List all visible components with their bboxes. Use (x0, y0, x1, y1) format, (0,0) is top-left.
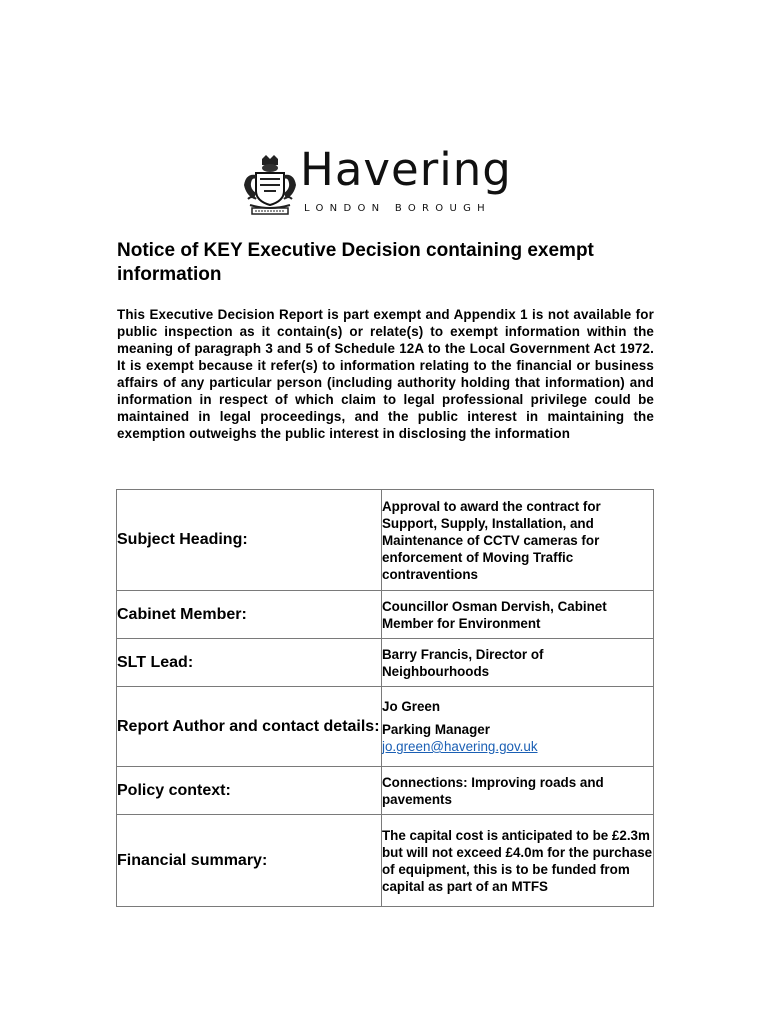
author-email-link[interactable]: jo.green@havering.gov.uk (382, 739, 538, 754)
brand-subtitle: LONDON BOROUGH (304, 203, 491, 214)
report-author-label: Report Author and contact details: (117, 687, 382, 767)
report-author-value (382, 687, 654, 767)
exemption-intro: This Executive Decision Report is part exempt and Appendix 1 is not available for public inspection as it contain(s) or relate(s) to exempt information within the meaning of paragraph 3 and 5 of Schedule 12A to the Local Government Act 1972. It is exempt because it refer(s) to information relating to the financial or business affairs of any particular person (including authority holding that information) and information in respect of which claim to legal professional privilege could be maintained in legal proceedings, and the public interest in maintaining the exemption outweighs the public interest in disclosing the information (117, 307, 654, 441)
author-role: Parking Manager (382, 722, 490, 737)
havering-crest-icon (242, 155, 298, 217)
havering-logo (242, 143, 532, 219)
author-name: Jo Green (382, 699, 441, 714)
slt-lead-label: SLT Lead: (117, 639, 382, 687)
decision-details-table (116, 489, 654, 907)
financial-summary-label: Financial summary: (117, 815, 382, 907)
notice-title: Notice of KEY Executive Decision containing exempt information (117, 240, 594, 285)
subject-heading-label: Subject Heading: (117, 490, 382, 591)
brand-name: Havering (300, 143, 512, 196)
subject-heading-value: Approval to award the contract for Support, Supply, Installation, and Maintenance of CCTV cameras for enforcement of Moving Traffic contraventions (382, 490, 654, 591)
slt-lead-value: Barry Francis, Director of Neighbourhoods (382, 639, 654, 687)
cabinet-member-value: Councillor Osman Dervish, Cabinet Member for Environment (382, 591, 654, 639)
table-row (117, 639, 654, 687)
policy-context-value: Connections: Improving roads and pavements (382, 767, 654, 815)
table-row (117, 815, 654, 907)
table-row (117, 687, 654, 767)
table-row (117, 767, 654, 815)
cabinet-member-label: Cabinet Member: (117, 591, 382, 639)
table-row (117, 591, 654, 639)
financial-summary-value: The capital cost is anticipated to be £2.3m but will not exceed £4.0m for the purchase of equipment, this is to be funded from capital as part of an MTFS (382, 815, 654, 907)
table-row (117, 490, 654, 591)
policy-context-label: Policy context: (117, 767, 382, 815)
